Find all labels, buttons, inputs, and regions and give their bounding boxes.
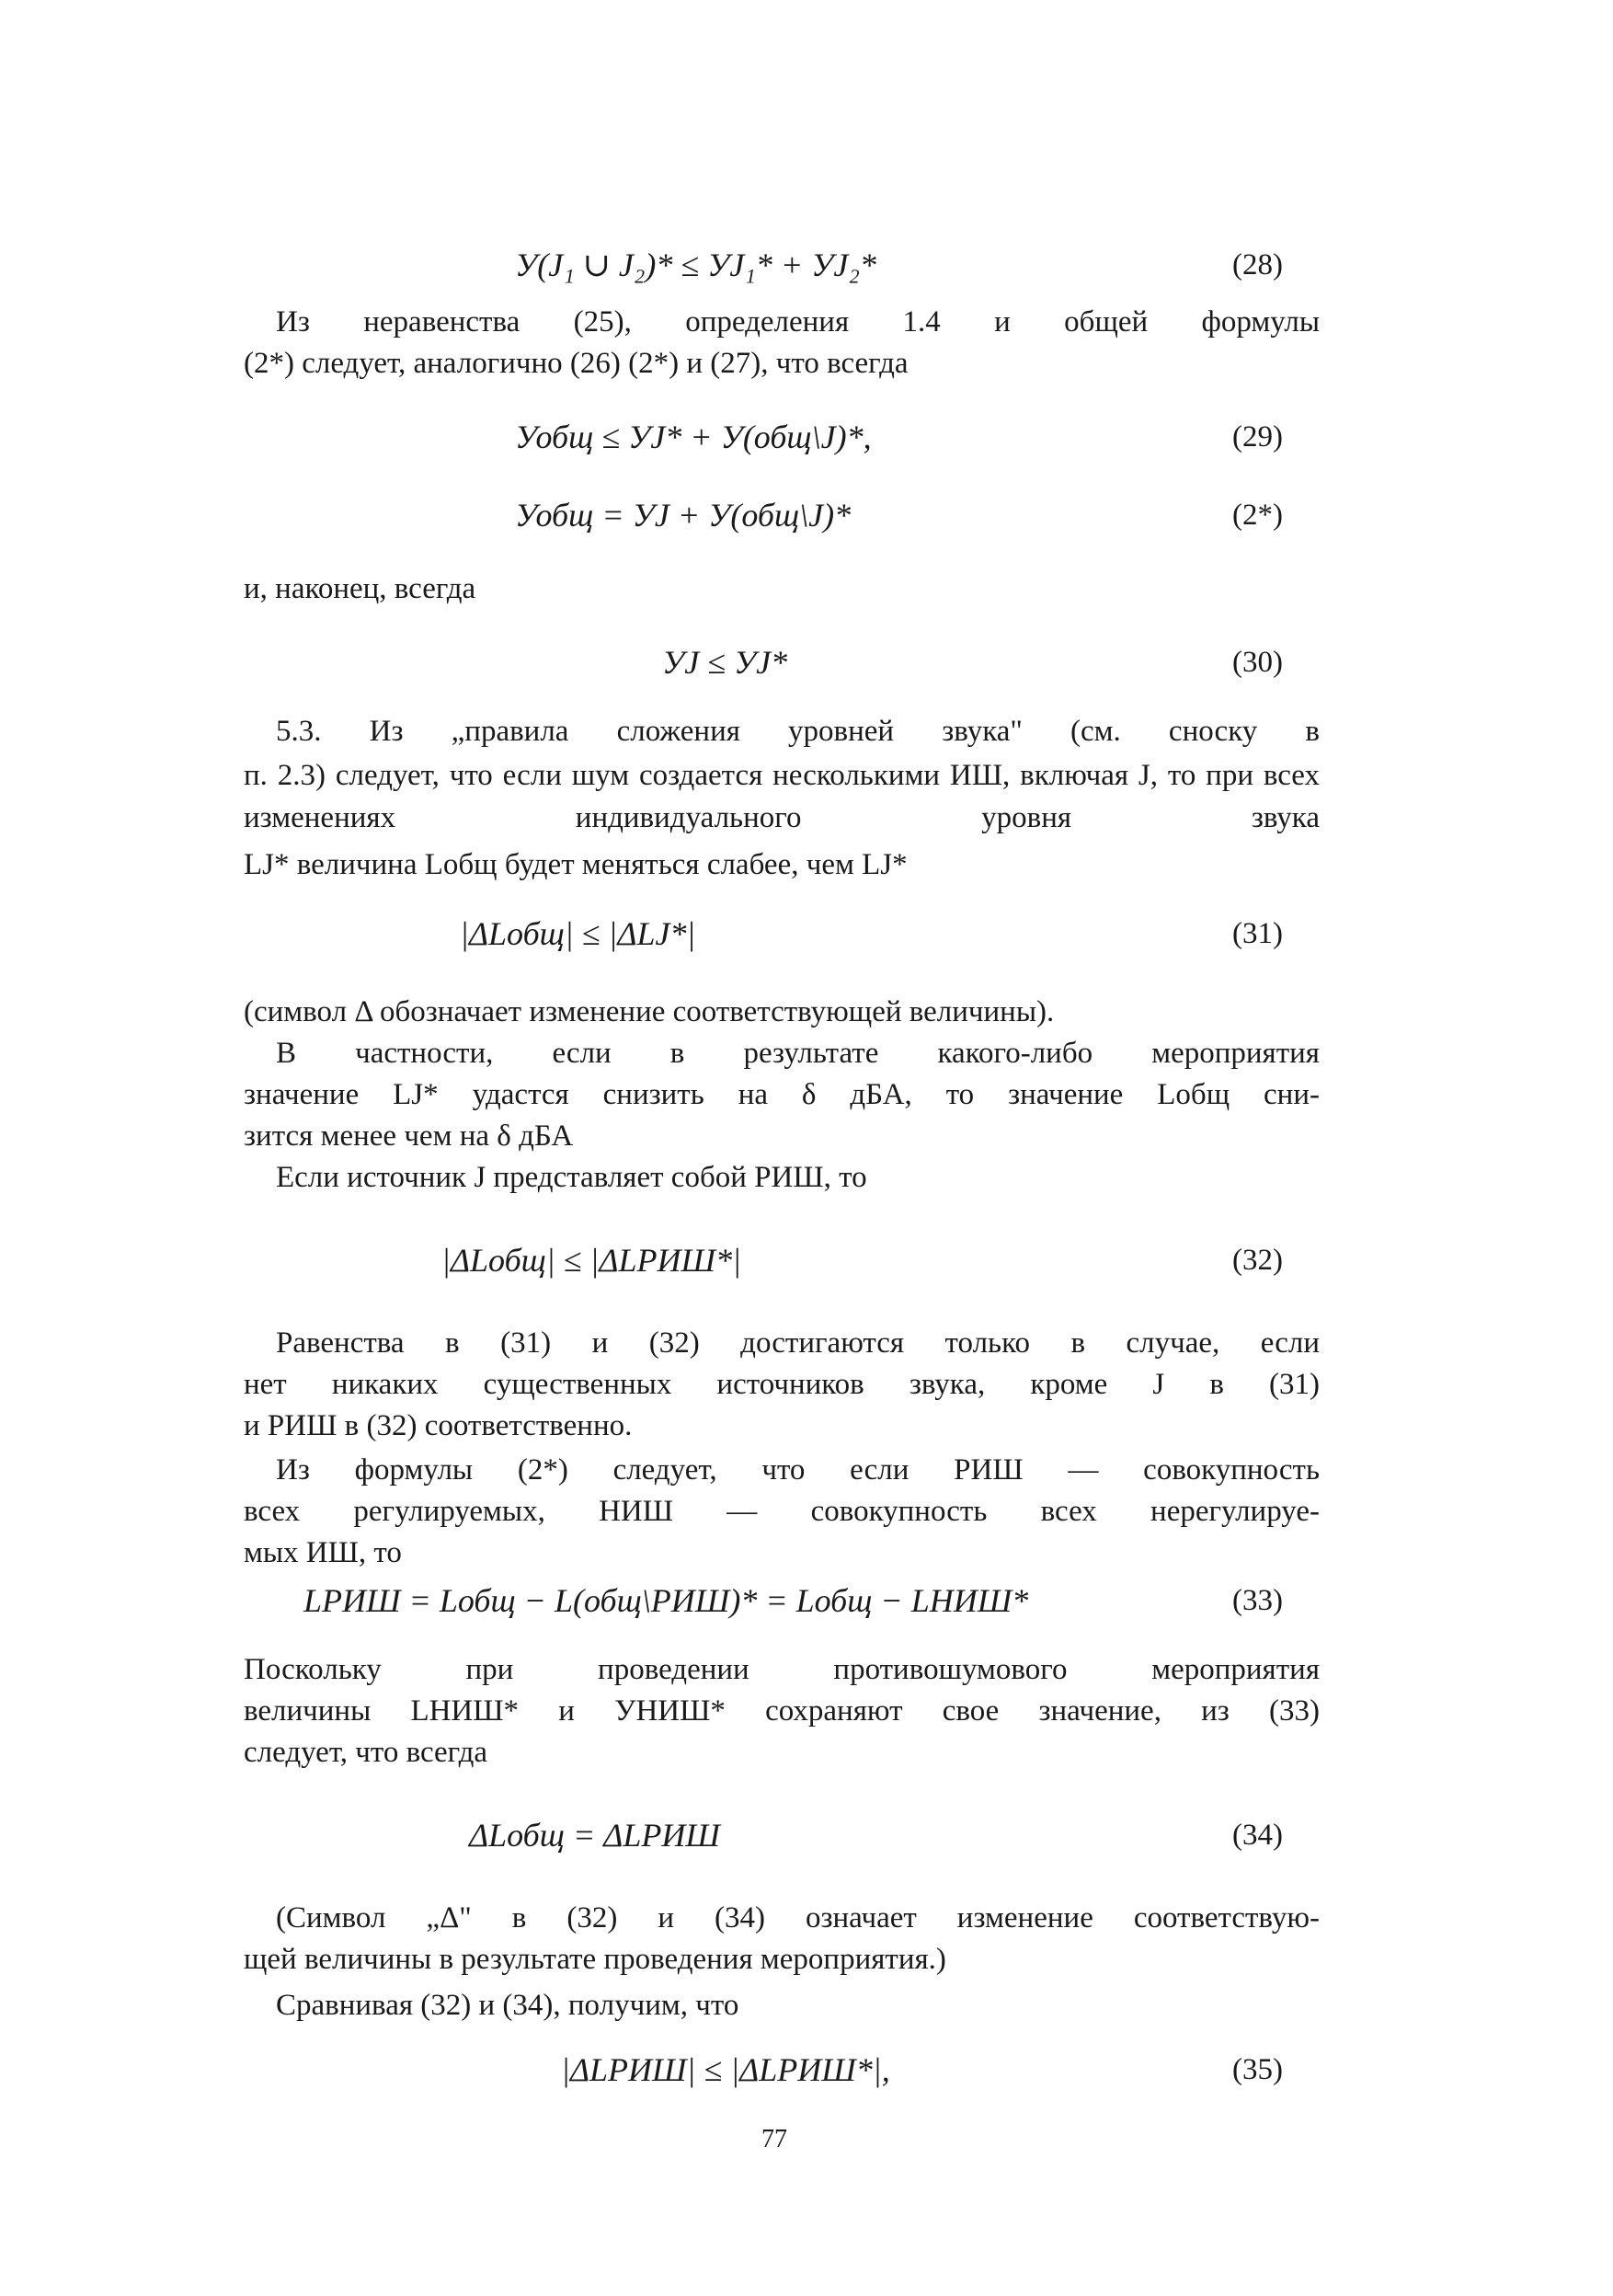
- equation-number-2star: (2*): [1232, 499, 1283, 532]
- formula-29: Уобщ ≤ УJ* + У(общ\J)*,: [515, 419, 872, 455]
- paragraph-line: Из неравенства (25), определения 1.4 и общей формулы: [276, 305, 1320, 339]
- equation-number-31: (31): [1232, 917, 1283, 950]
- equation-number-30: (30): [1232, 646, 1283, 679]
- paragraph-line: и, наконец, всегда: [244, 572, 476, 605]
- paragraph-line: Равенства в (31) и (32) достигаются только в случае, если: [276, 1326, 1320, 1360]
- paragraph-line: Поскольку при проведении противошумового мероприятия: [244, 1653, 1320, 1686]
- paragraph-line: величины LНИШ* и УНИШ* сохраняют свое значение, из (33): [244, 1694, 1320, 1728]
- equation-number-28: (28): [1232, 248, 1283, 281]
- paragraph-line: В частности, если в результате какого-либо мероприятия: [276, 1037, 1320, 1070]
- formula-31: |ΔLобщ| ≤ |ΔLJ*|: [460, 915, 696, 952]
- paragraph-line: (2*) следует, аналогично (26) (2*) и (27), что всегда: [244, 347, 909, 380]
- paragraph-line: мых ИШ, то: [244, 1536, 402, 1569]
- paragraph-line: и РИШ в (32) соответственно.: [244, 1409, 633, 1442]
- paragraph-line: всех регулируемых, НИШ — совокупность всех нерегулируе-: [244, 1495, 1320, 1528]
- formula-34: ΔLобщ = ΔLРИШ: [469, 1817, 720, 1854]
- paragraph-line: следует, что всегда: [244, 1736, 488, 1769]
- paragraph-line: LJ* величина Lобщ будет меняться слабее, чем LJ*: [244, 848, 908, 881]
- paragraph-line: зится менее чем на δ дБА: [244, 1119, 574, 1153]
- formula-28: У(J₁ ∪ J₂)* ≤ УJ₁* + УJ₂*: [515, 247, 876, 283]
- paragraph-line: нет никаких существенных источников звука, кроме J в (31): [244, 1368, 1320, 1401]
- formula-30: УJ ≤ УJ*: [662, 644, 788, 681]
- formula-32: |ΔLобщ| ≤ |ΔLРИШ*|: [441, 1242, 741, 1279]
- equation-number-32: (32): [1232, 1244, 1283, 1277]
- paragraph-line: щей величины в результате проведения мероприятия.): [244, 1943, 946, 1976]
- paragraph-line: п. 2.3) следует, что если шум создается несколькими ИШ, включая J, то при всех изменениях индивидуального уровня звука: [244, 759, 1320, 834]
- paragraph-line: Если источник J представляет собой РИШ, то: [276, 1161, 867, 1194]
- formula-2star: Уобщ = УJ + У(общ\J)*: [515, 497, 852, 534]
- paragraph-line: (символ Δ обозначает изменение соответствующей величины).: [244, 995, 1055, 1028]
- page-number: 77: [761, 2125, 787, 2153]
- paragraph-line: значение LJ* удастся снизить на δ дБА, то значение Lобщ сни-: [244, 1078, 1320, 1111]
- equation-number-34: (34): [1232, 1819, 1283, 1852]
- equation-number-35: (35): [1232, 2053, 1283, 2086]
- paragraph-line: (Символ „Δ" в (32) и (34) означает изменение соответствую-: [276, 1901, 1320, 1934]
- formula-33: LРИШ = Lобщ − L(общ\РИШ)* = Lобщ − LНИШ*: [303, 1582, 1029, 1619]
- paragraph-line: 5.3. Из „правила сложения уровней звука" (см. сноску в: [276, 715, 1320, 748]
- paragraph-line: Из формулы (2*) следует, что если РИШ — совокупность: [276, 1453, 1320, 1487]
- formula-35: |ΔLРИШ| ≤ |ΔLРИШ*|,: [561, 2051, 890, 2088]
- equation-number-29: (29): [1232, 420, 1283, 453]
- paragraph-line: Сравнивая (32) и (34), получим, что: [276, 1989, 739, 2022]
- equation-number-33: (33): [1232, 1584, 1283, 1617]
